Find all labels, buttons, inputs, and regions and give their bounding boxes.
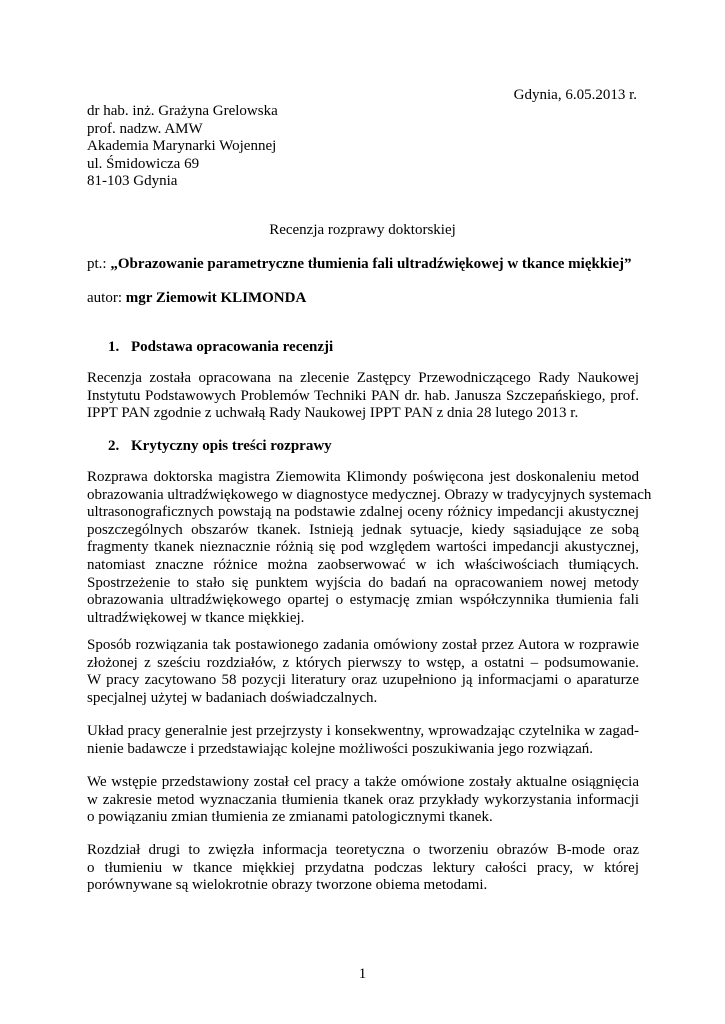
thesis-author bbox=[87, 290, 306, 307]
paragraph-introduction-chapter bbox=[87, 774, 639, 827]
text-line: obrazowania ultradźwiękowego opartej o estymację zmian współczynnika tłumienia fali bbox=[87, 592, 639, 609]
thesis-title: „Obrazowanie parametryczne tłumienia fali ultradźwiękowej w tkance miękkiej” bbox=[110, 256, 632, 272]
text-line: złożonej z sześciu rozdziałów, z których pierwszy to wstęp, a ostatni – podsumowanie. bbox=[87, 654, 639, 671]
paragraph-intro bbox=[87, 469, 652, 627]
author-name: mgr Ziemowit KLIMONDA bbox=[125, 290, 307, 306]
section-title: Podstawa opracowania recenzji bbox=[131, 339, 334, 355]
address-line: Akademia Marynarki Wojennej bbox=[87, 138, 277, 155]
thesis-subject bbox=[87, 256, 647, 273]
text-line: w zakresie metod wyznaczania tłumienia tkanek oraz przykłady wykorzystania informacji bbox=[87, 791, 639, 808]
address-line: ul. Śmidowicza 69 bbox=[87, 155, 200, 172]
address-line: prof. nadzw. AMW bbox=[87, 120, 203, 137]
text-line: Układ pracy generalnie jest przejrzysty i konsekwentny, wprowadzając czytelnika w zagad- bbox=[87, 723, 639, 739]
text-line: o powiązaniu zmian tłumienia ze zmianami patologicznymi tkanek. bbox=[87, 809, 493, 826]
text-line: IPPT PAN zgodnie z uchwałą Rady Naukowej IPPT PAN z dnia 28 lutego 2013 r. bbox=[87, 405, 579, 422]
text-line: nienie badawcze i przedstawiając kolejne możliwości poszukiwania jego rozwiązań. bbox=[87, 740, 594, 757]
text-line: We wstępie przedstawiony został cel pracy a także omówione zostały aktualne osiągnięcia bbox=[87, 774, 639, 790]
document-title: Recenzja rozprawy doktorskiej bbox=[269, 222, 456, 238]
paragraph-chapter-two bbox=[87, 842, 639, 895]
text-line: Rozdział drugi to zwięzła informacja teoretyczna o tworzeniu obrazów B-mode oraz bbox=[87, 842, 639, 858]
text-line: fragmenty tkanek nieznacznie różnią się pod względem wartości impedancji akustycznej, bbox=[87, 539, 639, 556]
text-line: ultradźwiękowej w tkance miękkiej. bbox=[87, 609, 305, 626]
text-line: porównywane są wielokrotnie obrazy tworzone obiema metodami. bbox=[87, 877, 488, 894]
text-line: obrazowania ultradźwiękowego w diagnostyce medycznej. Obrazy w tradycyjnych systemach bbox=[87, 486, 652, 503]
text-line: W pracy zacytowano 58 pozycji literatury oraz uzupełniono ją informacjami o aparaturze bbox=[87, 672, 639, 689]
text-line: Recenzja została opracowana na zlecenie Zastępcy Przewodniczącego Rady Naukowej bbox=[87, 370, 639, 386]
text-line: Spostrzeżenie to stało się punktem wyjścia do badań na opracowaniem nowej metody bbox=[87, 574, 639, 591]
text-line: ultrasonograficznych powstają na podstawie zdalnej oceny różnicy impedancji akustycznej bbox=[87, 504, 639, 521]
text-line: natomiast znaczne różnice można zaobserwować w ich właściwościach tłumiących. bbox=[87, 556, 639, 573]
text-line: Instytutu Podstawowych Problemów Techniki PAN dr. hab. Janusza Szczepańskiego, prof. bbox=[87, 387, 639, 404]
section-heading-1 bbox=[108, 339, 333, 356]
paragraph-structure bbox=[87, 637, 639, 707]
paragraph-layout bbox=[87, 723, 639, 758]
section-number: 2. bbox=[108, 438, 120, 454]
paragraph-basis bbox=[87, 370, 639, 423]
date-line: Gdynia, 6.05.2013 r. bbox=[513, 87, 637, 103]
text-line: Rozprawa doktorska magistra Ziemowita Klimondy poświęcona jest doskonaleniu metod bbox=[87, 469, 639, 485]
address-line: dr hab. inż. Grażyna Grelowska bbox=[87, 103, 278, 119]
section-title: Krytyczny opis treści rozprawy bbox=[131, 438, 332, 454]
section-heading-2 bbox=[108, 438, 332, 455]
text-line: o tłumieniu w tkance miękkiej przydatna podczas lektury całości pracy, w której bbox=[87, 859, 639, 876]
section-number: 1. bbox=[108, 339, 120, 355]
reviewer-address bbox=[87, 103, 278, 191]
text-line: specjalnej użytej w badaniach doświadczalnych. bbox=[87, 689, 378, 706]
text-line: Sposób rozwiązania tak postawionego zadania omówiony został przez Autora w rozprawie bbox=[87, 637, 639, 653]
subject-prefix: pt.: bbox=[87, 256, 111, 272]
text-line: poszczególnych obszarów tkanek. Istnieją jednak sytuacje, kiedy sąsiadujące ze sobą bbox=[87, 521, 639, 538]
author-prefix: autor: bbox=[87, 290, 126, 306]
page-number: 1 bbox=[358, 966, 367, 982]
address-line: 81-103 Gdynia bbox=[87, 173, 178, 190]
